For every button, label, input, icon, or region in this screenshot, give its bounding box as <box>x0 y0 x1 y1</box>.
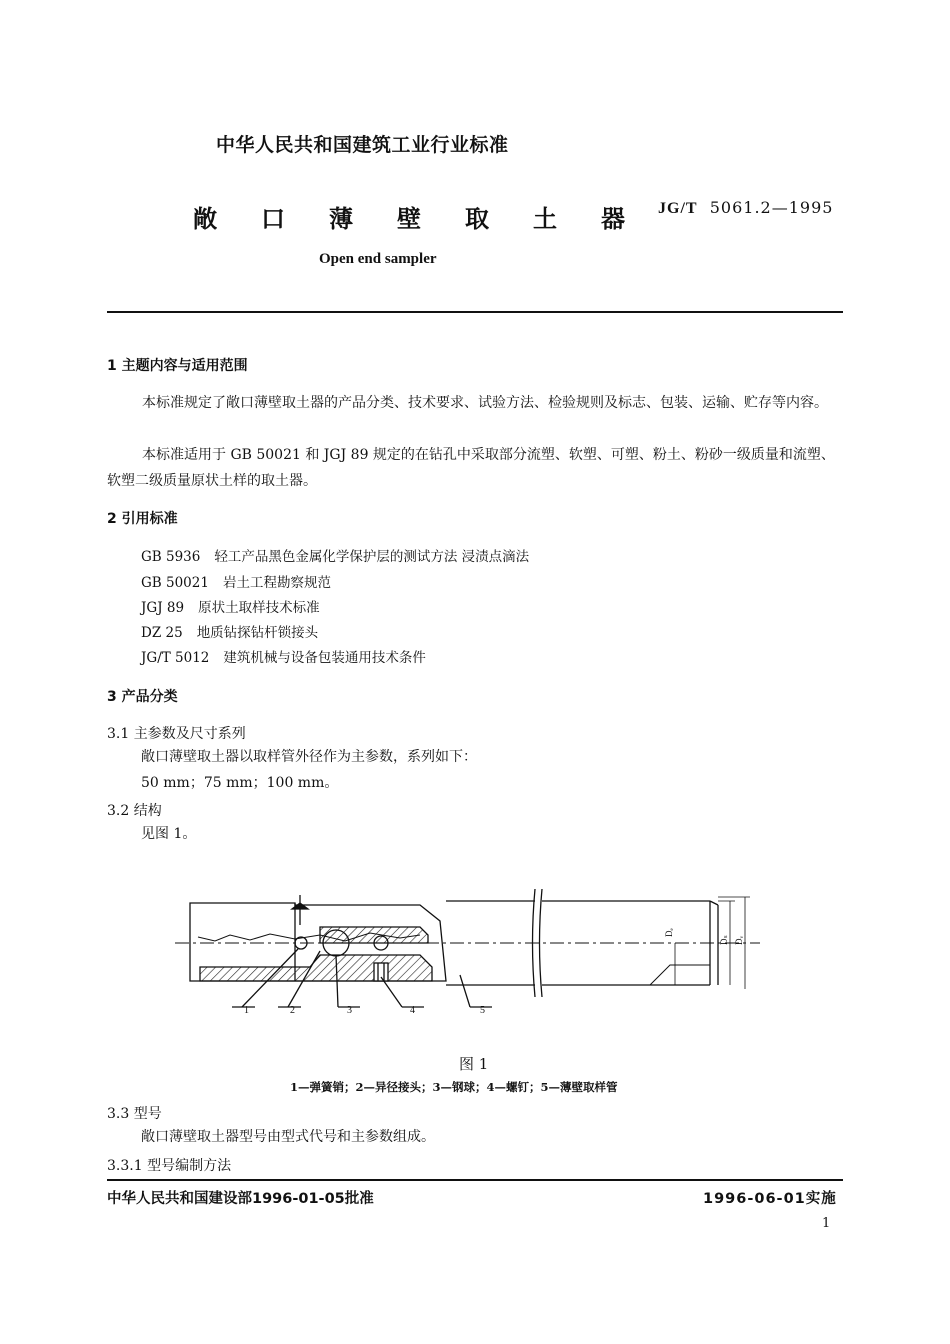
document-title-cn: 敞口薄壁取土器 <box>193 205 669 233</box>
dim-label-dw: Dᵥ <box>734 935 744 945</box>
reference-item: JG/T 5012 建筑机械与设备包装通用技术条件 <box>141 650 426 666</box>
reference-item: GB 5936 轻工产品黑色金属化学保护层的测试方法 浸渍点滴法 <box>141 549 530 565</box>
header-divider <box>107 311 843 313</box>
figure-1-sampler-drawing <box>170 885 770 1025</box>
section-3-1-heading: 3.1 主参数及尺寸系列 <box>107 726 246 742</box>
callout-2: 2 <box>290 1005 295 1016</box>
section-1-paragraph-2: 本标准适用于 GB 50021 和 JGJ 89 规定的在钻孔中采取部分流塑、软塑、可塑、粉土、粉砂一级质量和流塑、软塑二级质量原状土样的取土器。 <box>107 447 835 489</box>
section-3-3-text: 敞口薄壁取土器型号由型式代号和主参数组成。 <box>141 1129 435 1145</box>
callout-4: 4 <box>410 1005 415 1016</box>
reference-item: DZ 25 地质钻探钻杆锁接头 <box>141 625 319 641</box>
effective-date: 1996-06-01实施 <box>703 1191 837 1207</box>
standard-number-value: 5061.2—1995 <box>709 198 834 217</box>
figure-caption: 图 1 <box>459 1055 489 1073</box>
section-3-1-text: 敞口薄壁取土器以取样管外径作为主参数，系列如下： <box>141 749 477 765</box>
reference-item: JGJ 89 原状土取样技术标准 <box>141 600 320 616</box>
section-3-2-text: 见图 1。 <box>141 826 197 842</box>
dim-label-de: Dₑ <box>664 928 674 937</box>
standard-code: JG/T <box>658 200 698 217</box>
page-number: 1 <box>822 1216 831 1231</box>
standard-number <box>658 198 833 218</box>
document-title-en: Open end sampler <box>319 251 437 267</box>
callout-1: 1 <box>244 1005 249 1016</box>
section-1-heading: 1 主题内容与适用范围 <box>107 358 248 374</box>
section-1-paragraph-1: 本标准规定了敞口薄壁取土器的产品分类、技术要求、试验方法、检验规则及标志、包装、运输、贮存等内容。 <box>142 395 828 411</box>
reference-item: GB 50021 岩土工程勘察规范 <box>141 575 331 591</box>
document-header-organization: 中华人民共和国建筑工业行业标准 <box>216 134 509 156</box>
figure-legend: 1—弹簧销；2—异径接头；3—钢球；4—螺钉；5—薄壁取样管 <box>290 1080 618 1094</box>
section-3-heading: 3 产品分类 <box>107 689 178 705</box>
section-2-heading: 2 引用标准 <box>107 511 178 527</box>
section-3-2-heading: 3.2 结构 <box>107 803 162 819</box>
section-3-3-heading: 3.3 型号 <box>107 1106 162 1122</box>
section-3-1-values: 50 mm；75 mm；100 mm。 <box>141 775 339 791</box>
footer-divider <box>107 1179 843 1181</box>
section-3-3-1-heading: 3.3.1 型号编制方法 <box>107 1158 232 1174</box>
approval-note: 中华人民共和国建设部1996-01-05批准 <box>107 1191 374 1207</box>
callout-5: 5 <box>480 1005 485 1016</box>
callout-3: 3 <box>347 1005 352 1016</box>
dim-label-ds: Dₛ <box>719 935 729 945</box>
